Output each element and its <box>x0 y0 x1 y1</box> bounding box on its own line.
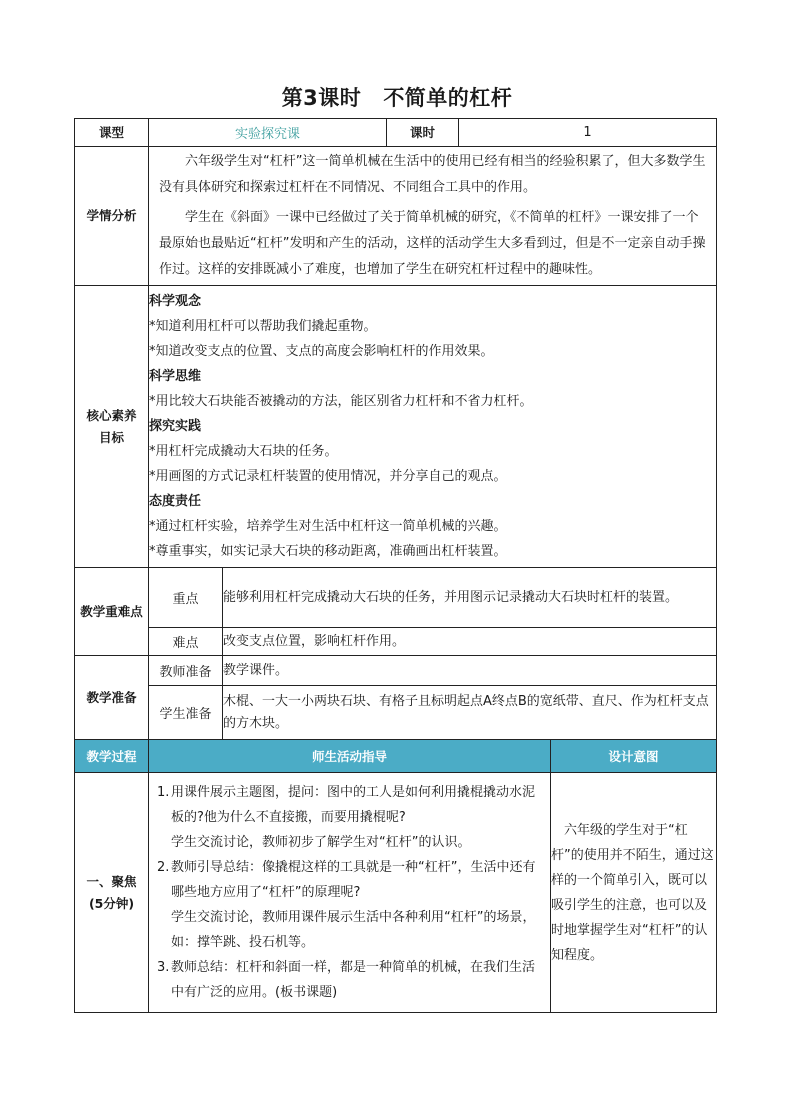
student-prep-label: 学生准备 <box>149 686 223 740</box>
key-point-label: 重点 <box>149 568 223 628</box>
focus-hard-row <box>75 628 717 656</box>
hours-label: 课时 <box>387 119 459 147</box>
type-label: 课型 <box>75 119 149 147</box>
literacy-heading: 探究实践 <box>149 419 202 434</box>
literacy-heading: 科学思维 <box>149 369 202 384</box>
teacher-prep-value: 教学课件。 <box>223 656 717 686</box>
stage-time: (5分钟) <box>88 895 135 911</box>
stage-name: 一、聚焦 <box>86 873 137 889</box>
literacy-item: *尊重事实，如实记录大石块的移动距离，准确画出杠杆装置。 <box>149 544 507 559</box>
lesson-number: 第3课时 <box>281 86 362 110</box>
process-col-stage: 教学过程 <box>75 740 149 773</box>
prep-label: 教学准备 <box>75 656 149 740</box>
prep-teacher-row <box>75 656 717 686</box>
process-row <box>75 773 717 1013</box>
process-col-activity: 师生活动指导 <box>149 740 551 773</box>
literacy-item: *用比较大石块能否被撬动的方法，能区别省力杠杆和不省力杠杆。 <box>149 394 533 409</box>
analysis-content <box>149 147 717 286</box>
prep-student-row <box>75 686 717 740</box>
design-intent: 六年级的学生对于“杠杆”的使用并不陌生，通过这样的一个简单引入，既可以吸引学生的注意，也可以及时地掌握学生对“杠杆”的认知程度。 <box>551 773 717 1013</box>
key-point-value: 能够利用杠杆完成撬动大石块的任务，并用图示记录撬动大石块时杠杆的装置。 <box>223 568 717 628</box>
info-row <box>75 119 717 147</box>
activity-step: 2. 教师引导总结：像撬棍这样的工具就是一种“杠杆”，生活中还有哪些地方应用了“杠杆”的原理呢? 学生交流讨论，教师用课件展示生活中各种利用“杠杆”的场景，如：撑竿跳、投石机等。 <box>157 860 536 950</box>
activity-list <box>149 774 550 1011</box>
analysis-paragraph: 六年级学生对“杠杆”这一简单机械在生活中的使用已经有相当的经验积累了，但大多数学生没有具体研究和探索过杠杆在不同情况、不同组合工具中的作用。 <box>159 154 706 195</box>
hours-value: 1 <box>459 119 717 147</box>
literacy-label: 核心素养 目标 <box>75 286 149 568</box>
literacy-item: *知道利用杠杆可以帮助我们撬起重物。 <box>149 319 377 334</box>
process-col-design: 设计意图 <box>551 740 717 773</box>
literacy-item: *用画图的方式记录杠杆装置的使用情况，并分享自己的观点。 <box>149 469 507 484</box>
analysis-row <box>75 147 717 286</box>
lesson-plan-table <box>74 118 717 1013</box>
student-prep-value: 木棍、一大一小两块石块、有格子且标明起点A终点B的宽纸带、直尺、作为杠杆支点的方木块。 <box>223 686 717 740</box>
teacher-prep-label: 教师准备 <box>149 656 223 686</box>
activity-cell <box>149 773 551 1013</box>
literacy-heading: 态度责任 <box>149 494 202 509</box>
literacy-item: *知道改变支点的位置、支点的高度会影响杠杆的作用效果。 <box>149 344 494 359</box>
literacy-heading: 科学观念 <box>149 294 202 309</box>
activity-step: 1. 用课件展示主题图，提问：图中的工人是如何利用撬棍撬动水泥板的?他为什么不直接搬，而要用撬棍呢? 学生交流讨论，教师初步了解学生对“杠杆”的认识。 <box>157 785 536 850</box>
hard-point-label: 难点 <box>149 628 223 656</box>
activity-step: 3. 教师总结：杠杆和斜面一样，都是一种简单的机械，在我们生活中有广泛的应用。(板书课题) <box>157 960 536 1000</box>
hard-point-value: 改变支点位置，影响杠杆作用。 <box>223 628 717 656</box>
type-value: 实验探究课 <box>149 119 387 147</box>
focus-key-row <box>75 568 717 628</box>
literacy-row <box>75 286 717 568</box>
analysis-label: 学情分析 <box>75 147 149 286</box>
literacy-content <box>149 286 717 568</box>
page-title <box>0 82 794 112</box>
focus-label: 教学重难点 <box>75 568 149 656</box>
stage-label <box>75 773 149 1013</box>
analysis-paragraph: 学生在《斜面》一课中已经做过了关于简单机械的研究，《不简单的杠杆》一课安排了一个最原始也最贴近“杠杆”发明和产生的活动，这样的活动学生大多看到过，但是不一定亲自动手操作过。这样的安排既减小了难度，也增加了学生在研究杠杆过程中的趣味性。 <box>159 210 706 277</box>
lesson-title: 不简单的杠杆 <box>383 86 513 110</box>
process-header-row <box>75 740 717 773</box>
literacy-item: *通过杠杆实验，培养学生对生活中杠杆这一简单机械的兴趣。 <box>149 519 507 534</box>
literacy-item: *用杠杆完成撬动大石块的任务。 <box>149 444 338 459</box>
